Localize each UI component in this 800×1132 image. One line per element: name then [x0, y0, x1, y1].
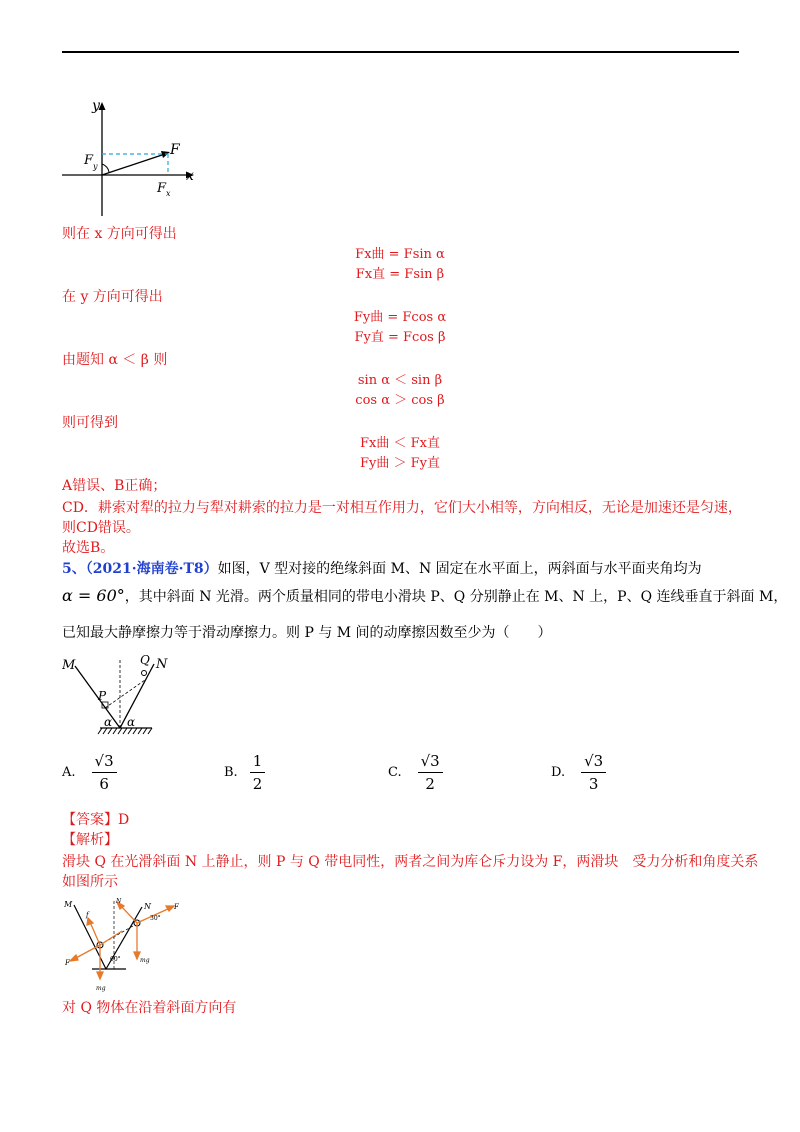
text-cd-analysis: CD．耕索对犁的拉力与犁对耕索的拉力是一对相互作用力，它们大小相等，方向相反，无论是加速还是匀速， — [62, 500, 742, 516]
question-line-2 — [62, 585, 787, 608]
text-choose-b: 故选B。 — [62, 540, 115, 556]
fx-subscript: x — [166, 189, 171, 198]
text-ab-result: A错误、B正确； — [62, 478, 167, 494]
fig3-label-mg-p: mg — [96, 985, 106, 992]
text-y-direction: 在 y 方向可得出 — [62, 289, 163, 305]
option-b[interactable] — [224, 752, 265, 793]
answer-label: 【答案】D — [62, 812, 130, 828]
equation-sin: sin α ＜ sin β — [357, 373, 443, 388]
equation-fx-straight: Fx直 = Fsin β — [355, 267, 445, 282]
question-text-2: ，其中斜面 N 光滑。两个质量相同的带电小滑块 P、Q 分别静止在 M、N 上，P、Q 连线垂直于斜面 M， — [124, 589, 788, 605]
option-c[interactable] — [388, 752, 443, 793]
question-source: （2021·海南卷·T8） — [85, 561, 218, 577]
label-m: M — [62, 658, 76, 673]
x-axis-label: x — [186, 168, 194, 184]
fig3-label-m: M — [64, 900, 73, 909]
analysis-line-1: 滑块 Q 在光滑斜面 N 上静止，则 P 与 Q 带电同性，两者之间为库仑斥力设为 F，两滑块 受力分析和角度关系 — [62, 854, 759, 870]
label-alpha-right: α — [127, 715, 136, 729]
question-line-3: 已知最大静摩擦力等于滑动摩擦力。则 P 与 M 间的动摩擦因数至少为（ ） — [62, 625, 552, 641]
fig3-label-mg-q: mg — [140, 957, 150, 964]
question-line-1 — [62, 558, 702, 580]
equation-fy-curved: Fy曲 = Fcos α — [353, 310, 447, 325]
fig3-label-f-right: F — [174, 903, 179, 911]
option-a-numerator: √3 — [92, 752, 117, 773]
analysis-label: 【解析】 — [62, 832, 118, 848]
option-a-label: A. — [62, 765, 76, 780]
header-rule — [62, 51, 739, 53]
label-n: N — [156, 657, 168, 672]
option-b-fraction — [250, 752, 266, 793]
text-given: 由题知 α ＜ β 则 — [62, 352, 168, 368]
force-analysis-diagram — [62, 895, 184, 995]
fy-subscript: y — [93, 162, 98, 171]
force-diagram — [62, 98, 202, 218]
equation-cos: cos α ＞ cos β — [355, 393, 445, 408]
option-b-numerator: 1 — [250, 752, 266, 773]
option-c-numerator: √3 — [418, 752, 443, 773]
option-d-numerator: √3 — [581, 752, 606, 773]
question-text-1: 如图，V 型对接的绝缘斜面 M、N 固定在水平面上，两斜面与水平面夹角均为 — [217, 561, 702, 577]
option-b-label: B. — [224, 765, 238, 780]
incline-diagram — [62, 650, 192, 742]
option-d-denominator: 3 — [588, 775, 599, 793]
option-a-denominator: 6 — [99, 775, 109, 793]
analysis-line-3: 对 Q 物体在沿着斜面方向有 — [62, 1000, 237, 1016]
fy-label: F — [84, 153, 94, 168]
text-therefore: 则可得到 — [62, 415, 118, 431]
fig3-label-30: 30° — [150, 915, 161, 922]
option-d[interactable] — [551, 752, 606, 793]
option-d-label: D. — [551, 765, 566, 780]
fx-label: F — [157, 181, 167, 196]
option-a-fraction — [92, 752, 117, 793]
label-p: P — [98, 689, 107, 703]
equation-fx-curved: Fx曲 = Fsin α — [355, 247, 445, 262]
text-cd-result: 则CD错误。 — [62, 520, 140, 536]
option-b-denominator: 2 — [252, 775, 263, 793]
label-alpha-left: α — [104, 715, 113, 729]
equation-fy-straight: Fy直 = Fcos β — [354, 330, 446, 345]
option-a[interactable] — [62, 752, 117, 793]
analysis-line-2: 如图所示 — [62, 874, 118, 890]
alpha-equation: α = 60° — [62, 586, 125, 605]
equation-fy-compare: Fy曲 ＞ Fy直 — [360, 456, 440, 471]
fig3-label-normal: N — [116, 898, 122, 905]
fig3-label-n: N — [144, 902, 151, 911]
text-x-direction: 则在 x 方向可得出 — [62, 226, 177, 242]
fig3-label-60: 60° — [110, 956, 121, 963]
option-c-fraction — [418, 752, 443, 793]
force-f-label: F — [170, 142, 180, 158]
question-number: 5、 — [62, 561, 86, 577]
equation-fx-compare: Fx曲 ＜ Fx直 — [360, 436, 440, 451]
option-c-label: C. — [388, 765, 402, 780]
fig3-label-f: f — [86, 911, 89, 919]
y-axis-label: y — [92, 98, 100, 114]
label-q: Q — [140, 653, 150, 667]
option-d-fraction — [581, 752, 606, 793]
fig3-label-f-left: F — [65, 959, 70, 967]
option-c-denominator: 2 — [425, 775, 435, 793]
